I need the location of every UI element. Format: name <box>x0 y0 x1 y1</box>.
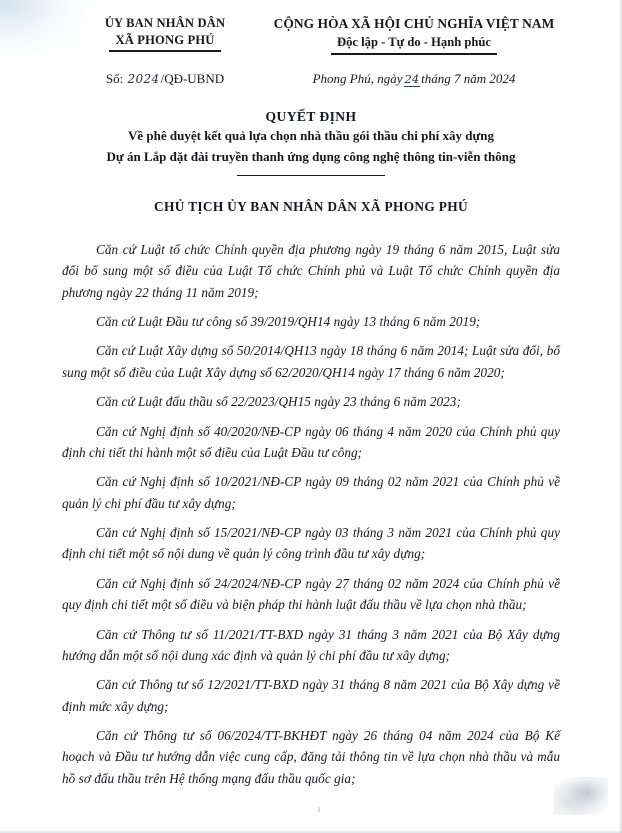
body-paragraph: Căn cứ Luật tổ chức Chính quyền địa phương ngày 19 tháng 6 năm 2015, Luật sửa đổi bổ sung một số điều của Luật Tổ chức Chính phủ và Luật Tổ chức Chính quyền địa phương ngày 22 tháng 11 năm 2019; <box>62 241 560 300</box>
document-type-title: QUYẾT ĐỊNH <box>265 108 357 124</box>
place-date-middle: tháng 7 năm 2024 <box>421 70 516 86</box>
organization-line-2: XÃ PHONG PHÚ <box>115 32 215 47</box>
document-body <box>62 239 560 789</box>
scan-fleck-artifact <box>318 806 320 813</box>
body-paragraph: Căn cứ Nghị định số 15/2021/NĐ-CP ngày 03 tháng 3 năm 2021 của Chính phủ quy định chi tiết một số nội dung về quản lý công trình đầu tư xây dựng; <box>62 525 560 562</box>
document-subtitle-line-1: Về phê duyệt kết quả lựa chọn nhà thầu gói thầu chi phí xây dựng <box>128 127 494 143</box>
organization-line-1: ỦY BAN NHÂN DÂN <box>104 16 226 30</box>
document-header <box>62 0 560 55</box>
scan-smudge-artifact <box>554 777 608 815</box>
document-subtitle-line-2: Dự án Lắp đặt đài truyền thanh ứng dụng công nghệ thông tin-viễn thông <box>106 148 516 164</box>
document-number-suffix: /QĐ-UBND <box>160 70 225 86</box>
document-number-prefix: Số: <box>105 70 124 86</box>
body-paragraph: Căn cứ Thông tư số 11/2021/TT-BXD ngày 31 tháng 3 năm 2021 của Bộ Xây dựng hướng dẫn một số nội dung xác định và quản lý chi phí đầu tư xây dựng; <box>62 626 560 663</box>
issuing-organization <box>62 15 268 52</box>
title-divider <box>237 175 385 176</box>
body-paragraph: Căn cứ Nghị định số 10/2021/NĐ-CP ngày 09 tháng 02 năm 2021 của Chính phủ về quản lý chi phí đầu tư xây dựng; <box>62 474 560 511</box>
body-paragraph: Căn cứ Thông tư số 12/2021/TT-BXD ngày 31 tháng 8 năm 2021 của Bộ Xây dựng về định mức xây dựng; <box>62 677 560 714</box>
country-name: CỘNG HÒA XÃ HỘI CHỦ NGHĨA VIỆT NAM <box>273 16 555 31</box>
national-heading <box>268 15 560 55</box>
document-meta-row <box>62 71 560 87</box>
day-handwritten: 24 <box>404 71 420 86</box>
body-paragraph: Căn cứ Nghị định số 24/2024/NĐ-CP ngày 27 tháng 02 năm 2024 của Chính phủ về quy định chi tiết một số điều và biện pháp thi hành luật đấu thầu về lựa chọn nhà thầu; <box>62 575 560 613</box>
motto-underline <box>331 53 497 54</box>
title-block <box>62 109 560 176</box>
body-paragraph: Căn cứ Nghị định số 40/2020/NĐ-CP ngày 06 tháng 4 năm 2020 của Chính phủ quy định chi tiết thi hành một số điều của Luật Đầu tư công; <box>62 423 560 460</box>
place-and-date <box>268 71 560 87</box>
body-paragraph: Căn cứ Luật Xây dựng số 50/2014/QH13 ngày 18 tháng 6 năm 2014; Luật sửa đổi, bổ sung một số điều của Luật Xây dựng số 62/2020/QH14 ngày 17 tháng 6 năm 2020; <box>62 343 560 380</box>
body-paragraph: Căn cứ Luật Đầu tư công số 39/2019/QH14 ngày 13 tháng 6 năm 2019; <box>96 314 481 330</box>
document-content <box>62 0 560 789</box>
organization-underline <box>109 50 221 51</box>
document-number-handwritten: 2024 <box>127 71 160 86</box>
body-paragraph: Căn cứ Luật đấu thầu số 22/2023/QH15 ngày 23 tháng 6 năm 2023; <box>96 394 461 410</box>
issuing-authority-line: CHỦ TỊCH ỦY BAN NHÂN DÂN XÃ PHONG PHÚ <box>154 198 468 214</box>
place-date-prefix: Phong Phú, ngày <box>312 70 403 86</box>
body-paragraph: Căn cứ Thông tư số 06/2024/TT-BKHĐT ngày 26 tháng 04 năm 2024 của Bộ Kế hoạch và Đầu tư hướng dẫn việc cung cấp, đăng tải thông tin về lựa chọn nhà thầu và mẫu hồ sơ đấu thầu trên Hệ thống mạng đấu thầu quốc gia; <box>62 728 560 786</box>
national-motto: Độc lập - Tự do - Hạnh phúc <box>337 35 491 50</box>
document-number <box>62 71 268 87</box>
